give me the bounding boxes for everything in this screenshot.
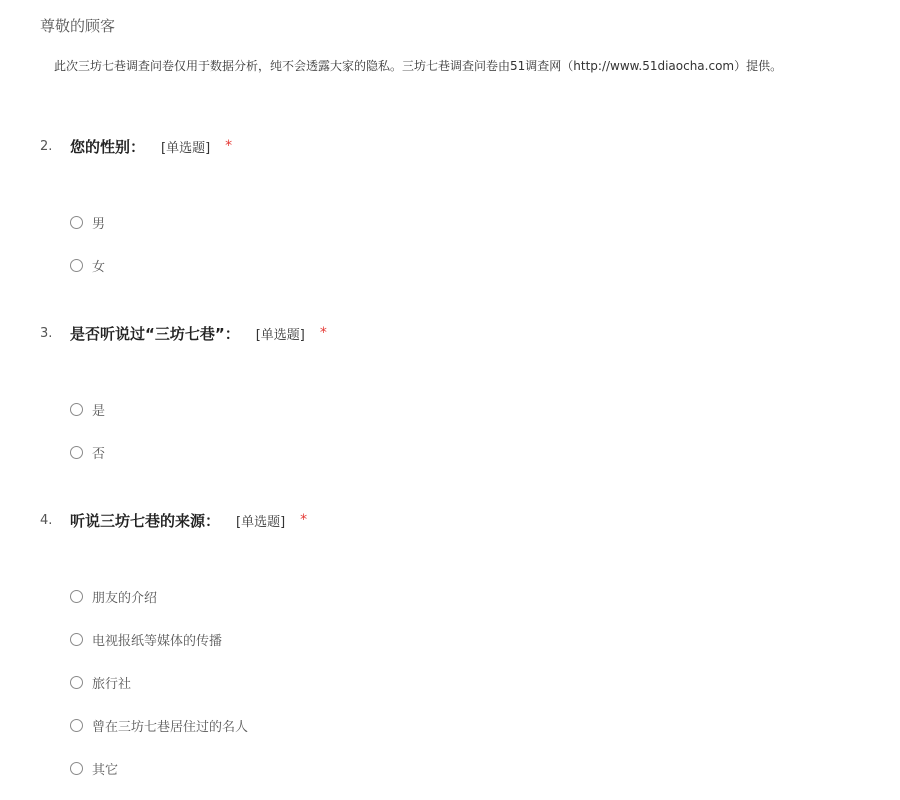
option-label: 电视报纸等媒体的传播	[92, 634, 223, 649]
option-label: 曾在三坊七巷居住过的名人	[92, 720, 249, 735]
question-type: [单选题]	[161, 140, 211, 156]
option-female[interactable]	[70, 244, 860, 287]
radio-button[interactable]	[70, 446, 83, 459]
radio-button[interactable]	[70, 762, 83, 775]
question-number: 2.	[40, 138, 53, 154]
radio-button[interactable]	[70, 259, 83, 272]
radio-button[interactable]	[70, 216, 83, 229]
option-label: 其它	[92, 763, 119, 778]
option-friend-referral[interactable]	[70, 575, 860, 618]
option-label: 是	[92, 404, 106, 419]
radio-button[interactable]	[70, 590, 83, 603]
option-label: 男	[92, 217, 106, 232]
option-label: 女	[92, 260, 106, 275]
question-title: 是否听说过“三坊七巷”：	[70, 324, 240, 343]
option-no[interactable]	[70, 431, 860, 474]
options-list	[40, 575, 860, 790]
required-marker: *	[300, 512, 308, 528]
option-media[interactable]	[70, 618, 860, 661]
question-number: 4.	[40, 512, 53, 528]
question-type: [单选题]	[255, 327, 305, 343]
question-title: 您的性别：	[70, 137, 146, 156]
radio-button[interactable]	[70, 403, 83, 416]
options-list	[40, 201, 860, 287]
question-header	[40, 134, 860, 158]
required-marker: *	[319, 325, 327, 341]
question-4	[40, 508, 860, 790]
option-male[interactable]	[70, 201, 860, 244]
question-header	[40, 508, 860, 532]
options-list	[40, 388, 860, 474]
option-label: 否	[92, 447, 106, 462]
survey-intro: 此次三坊七巷调查问卷仅用于数据分析，纯不会透露大家的隐私。三坊七巷调查问卷由51调查网（http://www.51diaocha.com）提供。	[54, 59, 783, 73]
radio-button[interactable]	[70, 676, 83, 689]
question-title: 听说三坊七巷的来源：	[70, 511, 221, 530]
radio-button[interactable]	[70, 633, 83, 646]
question-3	[40, 321, 860, 474]
question-2	[40, 134, 860, 287]
question-header	[40, 321, 860, 345]
greeting: 尊敬的顾客	[40, 17, 116, 35]
option-label: 旅行社	[92, 677, 132, 692]
option-yes[interactable]	[70, 388, 860, 431]
radio-button[interactable]	[70, 719, 83, 732]
option-label: 朋友的介绍	[92, 591, 158, 606]
question-number: 3.	[40, 325, 53, 341]
required-marker: *	[225, 138, 233, 154]
option-travel-agency[interactable]	[70, 661, 860, 704]
option-other[interactable]	[70, 747, 860, 790]
option-celebrity-residents[interactable]	[70, 704, 860, 747]
question-type: [单选题]	[236, 514, 286, 530]
